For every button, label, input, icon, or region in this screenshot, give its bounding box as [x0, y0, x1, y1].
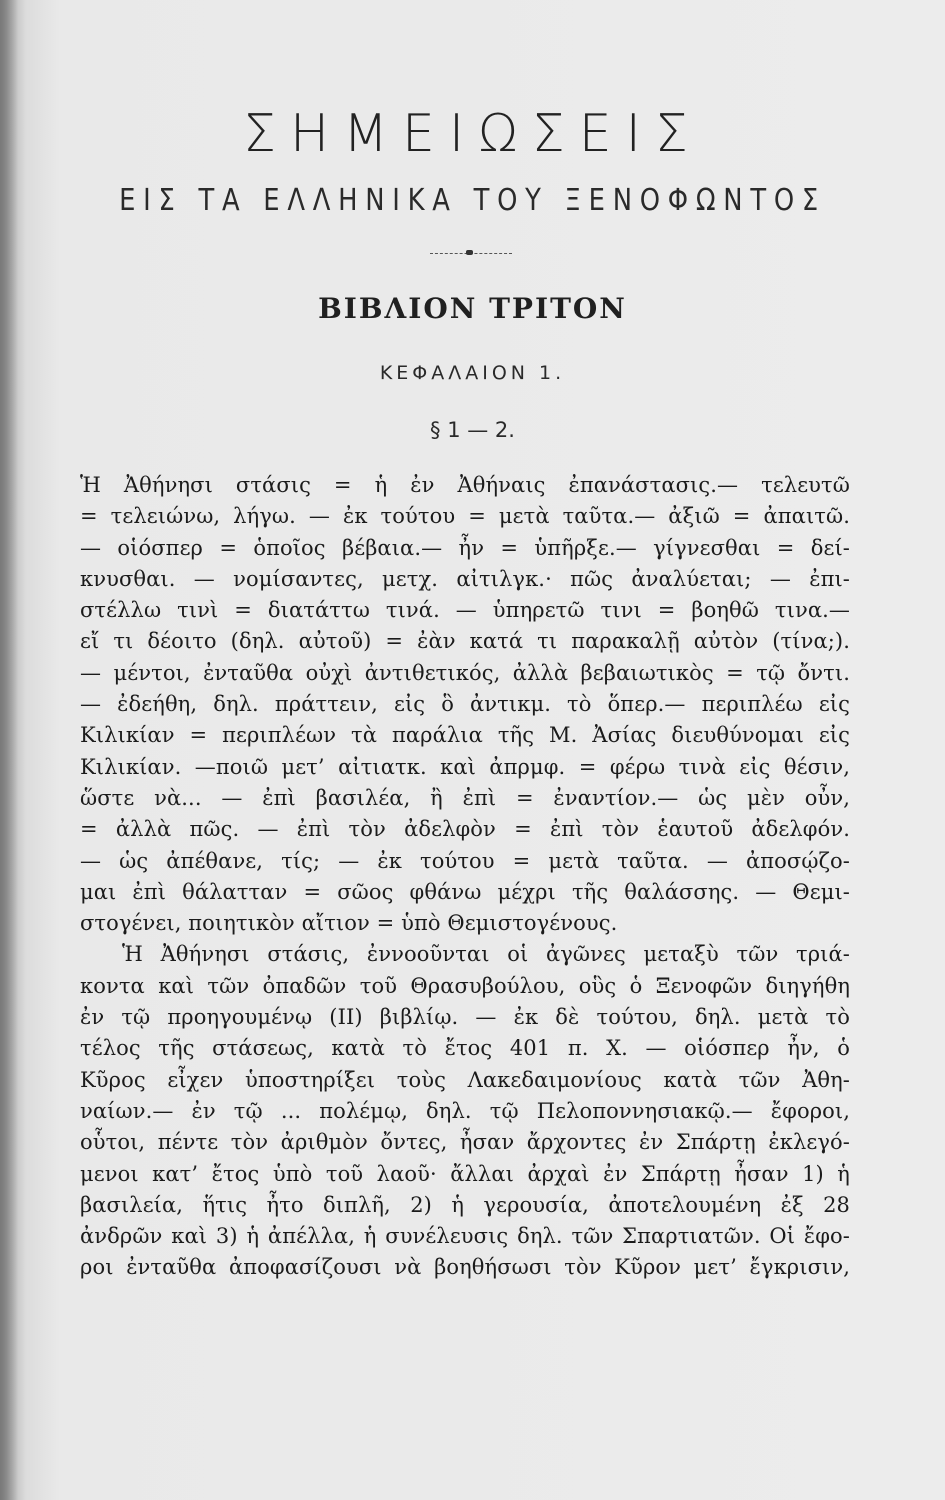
text-line: ἐν τῷ προηγουμένῳ (ΙΙ) βιβλίῳ. — ἐκ δὲ τούτου, δηλ. μετὰ τὸ: [80, 1005, 850, 1030]
text-line: στογένει, ποιητικὸν αἴτιον = ὑπὸ Θεμιστογένους.: [80, 911, 618, 936]
book-heading: ΒΙΒΛΙΟΝ ΤΡΙΤΟΝ: [318, 292, 627, 325]
text-line: κοντα καὶ τῶν ὀπαδῶν τοῦ Θρασυβούλου, οὓς ὁ Ξενοφῶν διηγήθη: [80, 973, 850, 998]
section-heading: § 1 — 2.: [430, 418, 515, 442]
text-line: οὗτοι, πέντε τὸν ἀριθμὸν ὄντες, ἦσαν ἄρχοντες ἐν Σπάρτῃ ἐκλεγό-: [80, 1130, 850, 1155]
text-line: εἴ τι δέοιτο (δηλ. αὐτοῦ) = ἐὰν κατά τι παρακαλῇ αὐτὸν (τίνα;).: [80, 629, 850, 654]
text-line: βασιλεία, ἥτις ἦτο διπλῆ, 2) ἡ γερουσία, ἀποτελουμένη ἐξ 28: [80, 1192, 850, 1217]
text-line: — οἱόσπερ = ὁποῖος βέβαια.— ἦν = ὑπῆρξε.— γίγνεσθαι = δεί-: [80, 535, 850, 560]
text-line: στέλλω τινὶ = διατάττω τινά. — ὑπηρετῶ τινι = βοηθῶ τινα.—: [80, 598, 850, 623]
text-line: Κιλικίαν = περιπλέων τὰ παράλια τῆς Μ. Ἀσίας διευθύνομαι εἰς: [80, 723, 850, 748]
text-line: μαι ἐπὶ θάλατταν = σῶος φθάνω μέχρι τῆς θαλάσσης. — Θεμι-: [80, 879, 850, 904]
paragraph-start-line: Ἡ Ἀθήνησι στάσις, ἐννοοῦνται οἱ ἀγῶνες μεταξὺ τῶν τριά-: [122, 942, 850, 967]
text-line: ναίων.— ἐν τῷ ... πολέμῳ, δηλ. τῷ Πελοποννησιακῷ.— ἔφοροι,: [80, 1098, 850, 1123]
divider-ornament: [466, 250, 473, 255]
text-line: ροι ἐνταῦθα ἀποφασίζουσι νὰ βοηθήσωσι τὸν Κῦρον μετ’ ἔγκρισιν,: [80, 1255, 850, 1280]
text-line: τέλος τῆς στάσεως, κατὰ τὸ ἔτος 401 π. Χ. — οἱόσπερ ἦν, ὁ: [80, 1036, 850, 1061]
binding-shadow: [0, 0, 18, 1500]
text-line: μενοι κατ’ ἔτος ὑπὸ τοῦ λαοῦ· ἄλλαι ἀρχαὶ ἐν Σπάρτῃ ἦσαν 1) ἡ: [80, 1161, 850, 1186]
chapter-heading: ΚΕΦΑΛΑΙΟΝ 1.: [379, 362, 566, 384]
text-line: Ἡ Ἀθήνησι στάσις = ἡ ἐν Ἀθήναις ἐπανάστασις.— τελευτῶ: [80, 473, 850, 497]
text-line: κνυσθαι. — νομίσαντες, μετχ. αἰτιλγκ.· πῶς ἀναλύεται; — ἐπι-: [80, 566, 850, 591]
text-line: ὥστε νὰ... — ἐπὶ βασιλέα, ἢ ἐπὶ = ἐναντίον.— ὡς μὲν οὖν,: [80, 785, 850, 810]
page-subtitle: ΕΙΣ ΤΑ ΕΛΛΗΝΙΚΑ ΤΟΥ ΞΕΝΟΦΩΝΤΟΣ: [119, 183, 826, 218]
text-line: ἀνδρῶν καὶ 3) ἡ ἀπέλλα, ἡ συνέλευσις δηλ. τῶν Σπαρτιατῶν. Οἱ ἔφο-: [80, 1224, 850, 1249]
text-line: = τελειώνω, λήγω. — ἐκ τούτου = μετὰ ταῦτα.— ἀξιῶ = ἀπαιτῶ.: [80, 504, 850, 529]
notes-body: [80, 470, 850, 1284]
page-title: ΣΗΜΕΙΩΣΕΙΣ: [243, 104, 702, 164]
text-line: — ἐδεήθη, δηλ. πράττειν, εἰς ὃ ἀντικμ. τὸ ὅπερ.— περιπλέω εἰς: [80, 692, 850, 717]
text-line: = ἀλλὰ πῶς. — ἐπὶ τὸν ἀδελφὸν = ἐπὶ τὸν ἑαυτοῦ ἀδελφόν.: [80, 817, 850, 842]
text-line: Κῦρος εἶχεν ὑποστηρίξει τοὺς Λακεδαιμονίους κατὰ τῶν Ἀθη-: [80, 1067, 850, 1092]
text-line: — ὡς ἀπέθανε, τίς; — ἐκ τούτου = μετὰ ταῦτα. — ἀποσῴζο-: [80, 848, 850, 873]
text-line: — μέντοι, ἐνταῦθα οὐχὶ ἀντιθετικός, ἀλλὰ βεβαιωτικὸς = τῷ ὄντι.: [80, 660, 850, 685]
text-line: Κιλικίαν. —ποιῶ μετ’ αἰτιατκ. καὶ ἀπρμφ. = φέρω τινὰ εἰς θέσιν,: [80, 754, 850, 779]
